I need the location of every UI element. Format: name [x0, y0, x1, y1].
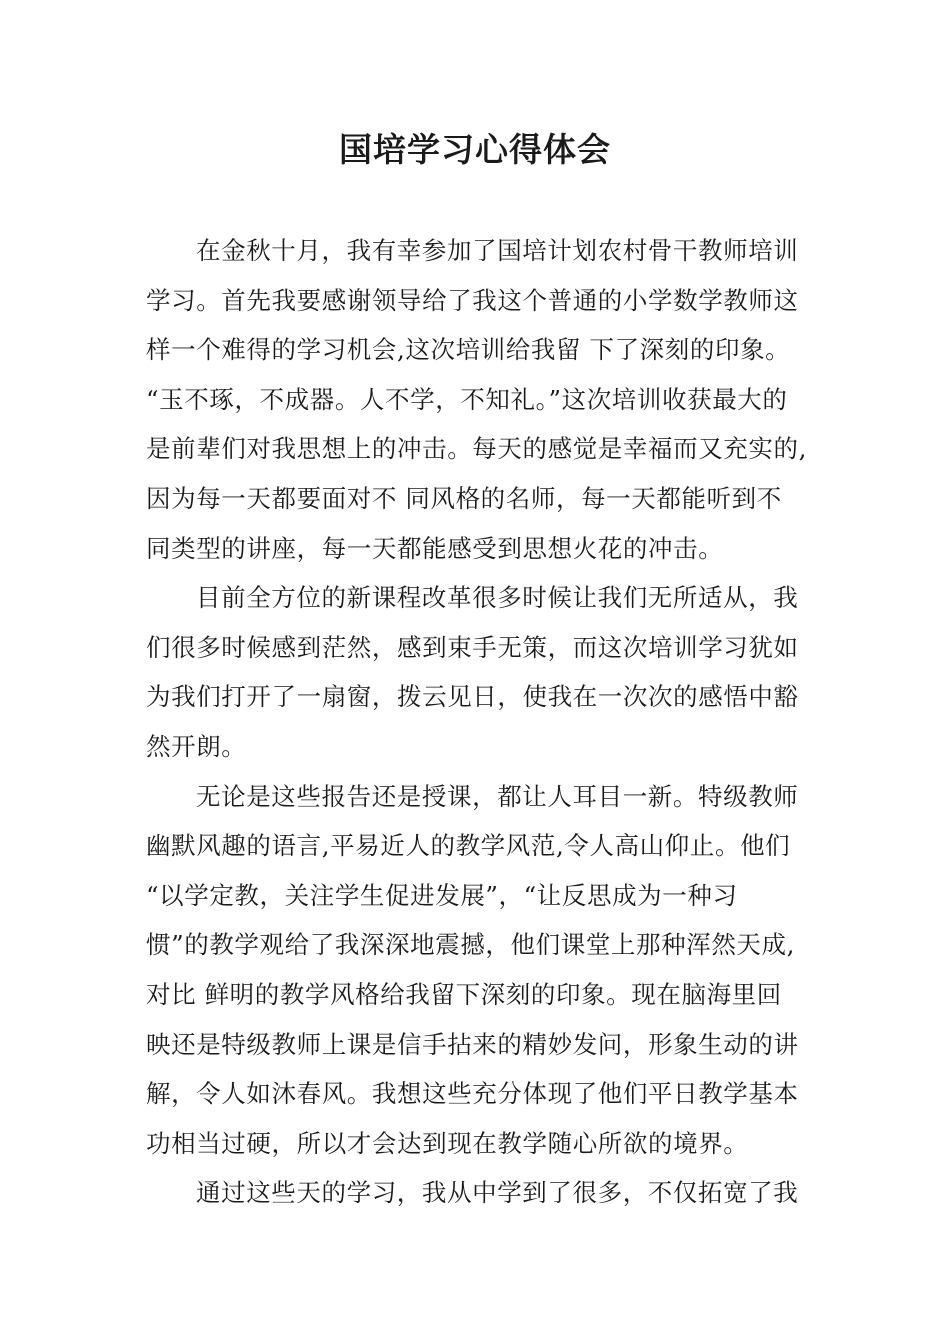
- text-line: 通过这些天的学习，我从中学到了很多，不仅拓宽了我: [196, 1178, 799, 1208]
- text-line: 幽默风趣的语言,平易近人的教学风范,令人高山仰止。他们: [146, 831, 791, 861]
- text-line: 为我们打开了一扇窗，拨云见日，使我在一次次的感悟中豁: [146, 682, 799, 712]
- document-body: [146, 226, 822, 1218]
- text-line: 惯”的教学观给了我深深地震撼，他们课堂上那种浑然天成,: [146, 930, 796, 960]
- text-line: 在金秋十月，我有幸参加了国培计划农村骨干教师培训: [196, 236, 799, 265]
- text-line: 功相当过硬，所以才会达到现在教学随心所欲的境界。: [146, 1128, 749, 1158]
- text-line: 因为每一天都要面对不 同风格的名师，每一天都能听到不: [146, 483, 782, 513]
- text-line: “玉不琢，不成器。人不学，不知礼。”这次培训收获最大的: [146, 384, 788, 414]
- text-line: 学习。首先我要感谢领导给了我这个普通的小学数学教师这: [146, 285, 799, 315]
- text-line: 是前辈们对我思想上的冲击。每天的感觉是幸福而又充实的,: [146, 434, 807, 464]
- text-line: 无论是这些报告还是授课，都让人耳目一新。特级教师: [196, 781, 799, 811]
- text-line: 然开朗。: [146, 731, 247, 761]
- text-line: 样一个难得的学习机会,这次培训给我留 下了深刻的印象。: [146, 335, 791, 365]
- text-line: “以学定教，关注学生促进发展”，“让反思成为一种习: [146, 880, 738, 910]
- document-title: 国培学习心得体会: [339, 130, 611, 169]
- text-line: 目前全方位的新课程改革很多时候让我们无所适从，我: [196, 583, 799, 613]
- text-line: 解，令人如沐春风。我想这些充分体现了他们平日教学基本: [146, 1079, 799, 1109]
- text-line: 们很多时候感到茫然，感到束手无策，而这次培训学习犹如: [146, 632, 799, 662]
- text-line: 对比 鲜明的教学风格给我留下深刻的印象。现在脑海里回: [146, 979, 782, 1009]
- text-line: 同类型的讲座，每一天都能感受到思想火花的冲击。: [146, 533, 724, 563]
- text-line: 映还是特级教师上课是信手拈来的精妙发问，形象生动的讲: [146, 1029, 799, 1059]
